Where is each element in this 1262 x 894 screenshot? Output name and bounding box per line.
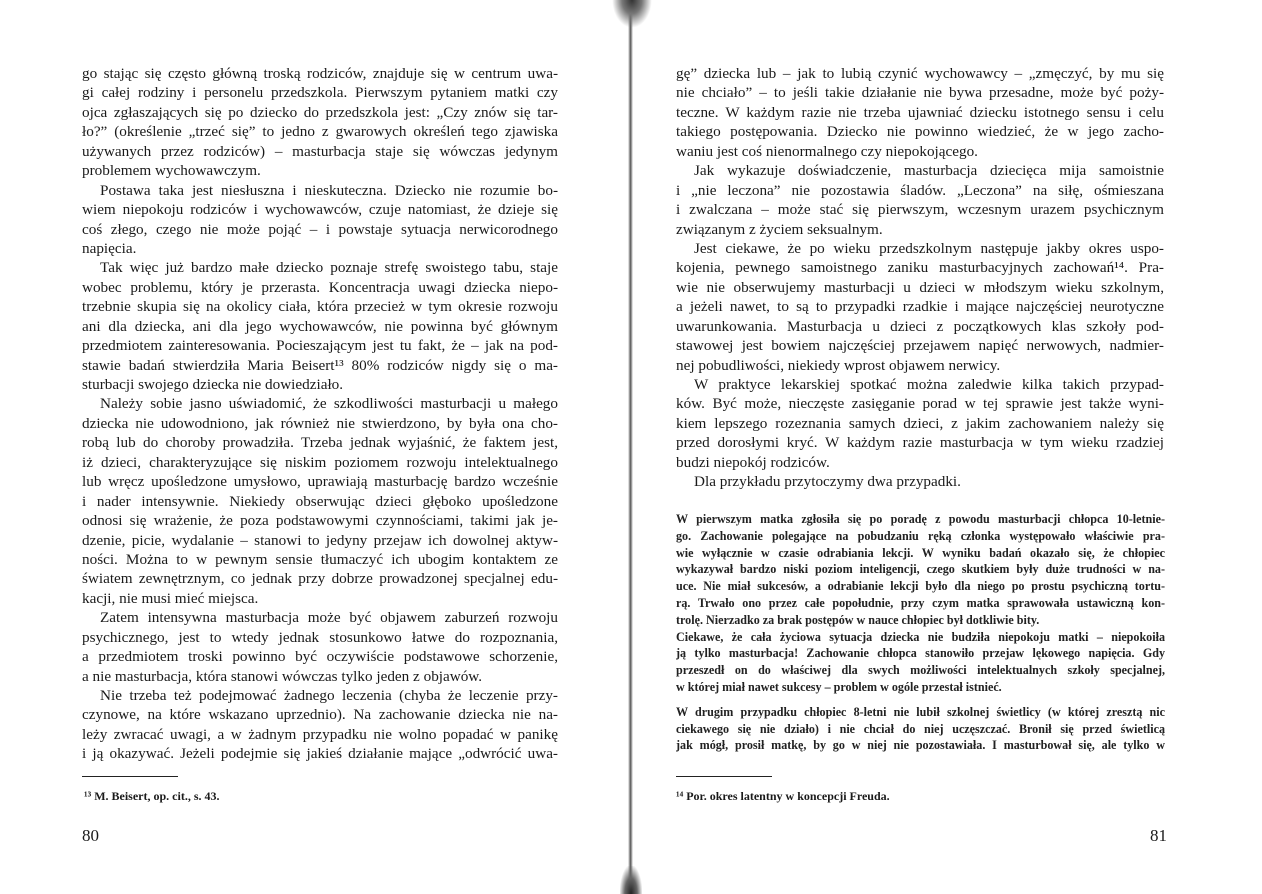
text-line: ojca zgłaszających się po dziecko do przedszkola jest: „Czy znów się tar- <box>82 103 558 121</box>
text-line: przeszedł on do właściwej dla swych możliwości intelektualnych szkoły specjalnej, <box>676 663 1165 678</box>
paragraph <box>676 161 1164 239</box>
text-line: gi całej rodziny i personelu przedszkola. Pierwszym pytaniem matki czy <box>82 84 558 102</box>
text-line: W pierwszym matka zgłosiła się po poradę z powodu masturbacji chłopca 10-letnie- <box>676 512 1165 526</box>
text-line: Należy sobie jasno uświadomić, że szkodliwości masturbacji u małego <box>100 395 558 413</box>
text-line: nie chciało” – to jeśli takie działanie nie bywa przesadne, może być poży- <box>676 84 1164 102</box>
text-line: gę” dziecka lub – jak to lubią czynić wychowawcy – „zmęczyć, by mu się <box>676 65 1164 82</box>
right-page <box>632 0 1262 894</box>
footnote-divider <box>676 776 772 777</box>
paragraph <box>82 686 558 764</box>
footnote-13: ¹³ M. Beisert, op. cit., s. 43. <box>84 789 220 803</box>
right-page-body <box>676 64 1164 492</box>
text-line: Ciekawe, że cała życiowa sytuacja dziecka nie budziła niepokoju matki – niepokoiła <box>676 629 1165 644</box>
text-line: psychicznego, jest to wtedy jednak stosunkowo łatwe do rozpoznania, <box>82 628 558 646</box>
text-line: dziecka nie udowodniono, jak również nie stwierdzono, by była ona cho- <box>82 414 558 432</box>
text-line: trzebnie skupia się na okolicy ciała, która przecież w tym okresie rozwoju <box>82 298 558 316</box>
page-number: 81 <box>1150 826 1167 845</box>
text-line: ją tylko masturbacja! Zachowanie chłopca stanowiło przejaw lękowego napięcia. Gdy <box>676 646 1165 661</box>
text-line: przed dorosłymi kryć. W każdym razie masturbacja w tym wieku rzadziej <box>676 434 1164 452</box>
paragraph <box>82 258 558 394</box>
text-line: jak mógł, prosił matkę, by go w niej nie pozostawiała. I masturbował się, ale tylko w <box>676 738 1165 753</box>
text-line: Tak więc już bardzo małe dziecko poznaje strefę swoistego tabu, staje <box>100 259 558 277</box>
text-line: a jeżeli nawet, to są to przypadki rzadkie i mające najczęściej neurotyczne <box>676 298 1164 316</box>
text-line: go stając się często główną troską rodziców, znajduje się w centrum uwa- <box>82 65 558 82</box>
paragraph <box>676 629 1165 696</box>
text-line: dzenie, picie, wydalanie – stanowi to jedyny przejaw ich dowolnej aktyw- <box>82 531 558 549</box>
paragraph <box>82 608 558 686</box>
text-line: i nader intensywnie. Niekiedy obserwując dzieci głęboko upośledzone <box>82 492 558 510</box>
text-line: światem zewnętrznym, co jednak przy dobrze prowadzonej specjalnej edu- <box>82 570 558 588</box>
paragraph <box>676 239 1164 375</box>
text-line: wykazywał bardzo niski poziom inteligencji, czego skutkiem były duże trudności w na- <box>676 562 1165 577</box>
paragraph <box>82 64 558 181</box>
text-line: Jest ciekawe, że po wieku przedszkolnym następuje jakby okres uspo- <box>694 239 1164 257</box>
text-line: go. Zachowanie polegające na pobudzaniu ręką członka występowało właściwie pra- <box>676 528 1165 543</box>
text-line: Dla przykładu przytoczymy dwa przypadki. <box>694 473 961 491</box>
text-line: wobec problemu, który je przerasta. Koncentracja uwagi dziecka niepo- <box>82 278 558 296</box>
text-line: a przedmiotem troski powinno być oczywiście podstawowe schorzenie, <box>82 648 558 666</box>
text-line: lub wręcz upośledzone umysłowo, uprawiają masturbację bardzo wcześnie <box>82 473 558 491</box>
text-line: trolę. Nierzadko za brak postępów w nauce chłopiec był dotkliwie bity. <box>676 612 1040 627</box>
text-line: napięcia. <box>82 239 137 257</box>
text-line: wie wyłącznie w czasie odrabiania lekcji. W wyniku badań okazało się, że chłopiec <box>676 545 1165 560</box>
text-line: ków. Być może, nieczęste zasięganie porad w tej sprawie jest także wyni- <box>676 395 1164 413</box>
paragraph <box>676 704 1165 754</box>
text-line: ności. Można to w pewnym sensie tłumaczyć ich ubogim kontaktem ze <box>82 550 558 568</box>
footnote-14: ¹⁴ Por. okres latentny w koncepcji Freuda. <box>676 789 890 803</box>
text-line: teczne. W każdym razie nie trzeba ujawniać dziecku istotnego sensu i celu <box>676 103 1164 121</box>
text-line: odnosi się wrażenie, że poza podstawowymi czynnościami, takimi jak je- <box>82 512 558 530</box>
text-line: uce. Nie miał sukcesów, a odrabianie lekcji było dla niego po prostu psychiczną tortu- <box>676 579 1165 594</box>
text-line: Jak wykazuje doświadczenie, masturbacja dziecięca mija samoistnie <box>694 162 1164 180</box>
text-line: takiego postępowania. Dziecko nie powinno wiedzieć, że w jego zacho- <box>676 123 1164 141</box>
text-line: Nie trzeba też podejmować żadnego leczenia (chyba że leczenie przy- <box>100 687 558 704</box>
text-line: wiem niepokoju rodziców i wychowawców, czuje natomiast, że dzieje się <box>82 201 558 219</box>
text-line: Zatem intensywna masturbacja może być objawem zaburzeń rozwoju <box>100 609 558 627</box>
text-line: W praktyce lekarskiej spotkać można zaledwie kilka takich przypad- <box>694 376 1164 393</box>
text-line: stawie badań stwierdziła Maria Beisert¹³ 80% rodziców nigdy się o ma- <box>82 356 558 374</box>
text-line: W drugim przypadku chłopiec 8-letni nie lubił szkolnej świetlicy (w której zresztą nic <box>676 704 1165 719</box>
text-line: nej pobudliwości, niekiedy wprost objawem nerwicy. <box>676 356 1001 374</box>
text-line: waniu jest coś nienormalnego czy niepokojącego. <box>676 142 978 160</box>
text-line: przedmiotem zainteresowania. Pocieszającym jest tu fakt, że – jak na pod- <box>82 337 558 355</box>
text-line: ło?” (określenie „trzeć się” to jedno z gwarowych określeń tego zjawiska <box>82 123 558 141</box>
text-line: leży zwracać uwagi, a w żadnym przypadku nie wolno popadać w panikę <box>82 725 558 743</box>
text-line: kacji, nie musi mieć miejsca. <box>82 589 259 607</box>
case-study-block <box>676 511 1165 754</box>
text-line: sturbacji swojego dziecka nie dowiedziało. <box>82 376 344 393</box>
paragraph <box>676 511 1165 629</box>
text-line: czynowe, na które wskazano uprzednio). Na zachowanie dziecka nie na- <box>82 706 558 724</box>
text-line: w której miał nawet sukcesy – problem w ogóle przestał istnieć. <box>676 679 1002 694</box>
text-line: robą lub do choroby prowadziła. Trzeba jednak wyjaśnić, że faktem jest, <box>82 434 558 452</box>
footnote-divider <box>82 776 178 777</box>
text-line: Postawa taka jest niesłuszna i nieskuteczna. Dziecko nie rozumie bo- <box>100 181 558 199</box>
paragraph <box>82 394 558 608</box>
paragraph <box>676 64 1164 161</box>
text-line: i „nie leczona” nie pozostawia śladów. „Leczona” na siłę, ośmieszana <box>676 181 1164 199</box>
text-line: rą. Trwało ono przez całe popołudnie, przy czym matka sprawowała ustawiczną kon- <box>676 595 1165 610</box>
text-line: używanych przez rodziców) – masturbacja staje się wówczas jedynym <box>82 142 558 160</box>
text-line: budzi niepokój rodziców. <box>676 453 830 471</box>
text-line: wie nie obserwujemy masturbacji u dzieci w młodszym wieku szkolnym, <box>676 278 1164 296</box>
left-page <box>0 0 630 894</box>
text-line: i ją okazywać. Jeżeli podejmie się jakieś działanie mające „odwrócić uwa- <box>82 745 558 763</box>
text-line: stawowej jest bowiem najczęściej przejawem napięć nerwowych, nadmier- <box>676 337 1164 355</box>
text-line: iż dzieci, charakteryzujące się niskim poziomem rozwoju intelektualnego <box>82 453 558 471</box>
text-line: związanym z życiem seksualnym. <box>676 220 883 238</box>
text-line: kiem lepszego rozeznania samych dzieci, z jakim zachowaniem należy się <box>676 414 1164 432</box>
text-line: ani dla dziecka, ani dla jego wychowawców, nie powinna być głównym <box>82 317 558 335</box>
text-line: uwarunkowania. Masturbacja u dzieci z początkowych klas szkoły pod- <box>676 317 1164 335</box>
text-line: a nie masturbacja, która stanowi wówczas tylko jeden z objawów. <box>82 667 483 685</box>
paragraph <box>676 375 1164 472</box>
text-line: i zwalczana – może stać się pierwszym, wczesnym urazem psychicznym <box>676 201 1164 219</box>
paragraph <box>676 472 1164 491</box>
paragraph <box>82 181 558 259</box>
text-line: kojenia, pewnego samoistnego zaniku masturbacyjnych zachowań¹⁴. Pra- <box>676 259 1164 277</box>
text-line: problemem wychowawczym. <box>82 162 261 180</box>
text-line: coś złego, czego nie może pojąć – i powstaje sytuacja nerwicorodnego <box>82 220 558 238</box>
left-page-body <box>82 64 558 764</box>
text-line: ciekawego się nie działo) i nie chciał do niej uczęszczać. Bronił się przed świetlicą <box>676 721 1165 736</box>
page-number: 80 <box>82 826 99 845</box>
